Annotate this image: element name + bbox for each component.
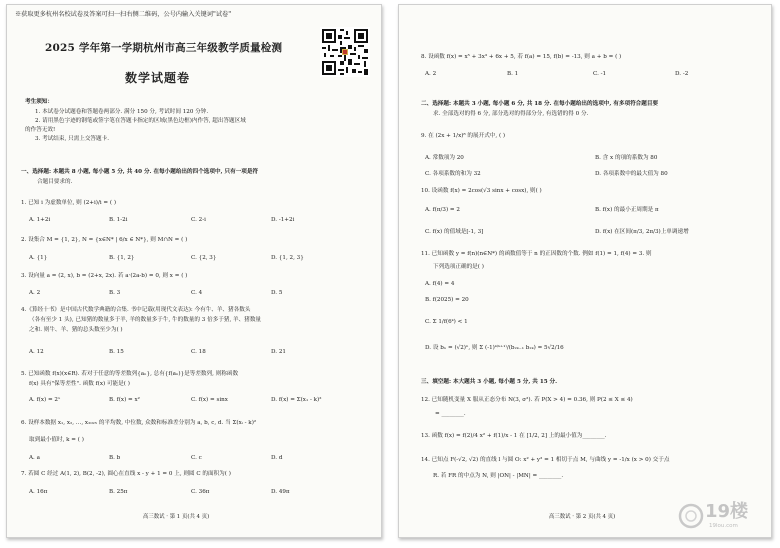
question-5: f(x) 具有"保等差性". 函数 f(x) 可能是( )	[29, 381, 130, 387]
option: C. 18	[191, 349, 206, 355]
top-note: ※获取更多杭州名校试卷及答案可扫一扫右侧二维码，公号内输入关键词"试卷"	[15, 11, 232, 18]
option: A. f(4) = 4	[425, 281, 455, 287]
watermark	[677, 501, 765, 533]
question-1: 1. 已知 i 为虚数单位, 则 (2+i)/i = ( )	[21, 200, 117, 206]
option: A. 常数项为 20	[425, 155, 464, 161]
option: B. f(2025) = 20	[425, 297, 469, 303]
qr-code-icon	[320, 27, 370, 77]
section-heading: 求. 全部选对的得 6 分, 部分选对的得部分分, 有选错的得 0 分.	[433, 111, 589, 117]
option: A. 2	[425, 71, 437, 77]
question-12: 12. 已知随机变量 X 服从正态分布 N(3, σ²). 若 P(X > 4) = 0.36, 则 P(2 ≤ X ≤ 4)	[421, 397, 633, 403]
option: A. 16π	[29, 489, 48, 495]
option: D. d	[271, 455, 283, 461]
option: A. f(x) = 2ˣ	[29, 397, 61, 403]
option: B. {1, 2}	[109, 255, 135, 261]
option: A. {1}	[29, 255, 48, 261]
option: B. 含 x 的项的系数为 80	[595, 155, 658, 161]
question-4: （各有至少 1 头), 已知猪的数量多于羊, 羊的数量多于牛, 牛的数量的 3 倍多于猪, 羊、猪数量	[29, 317, 262, 323]
question-14: 14. 已知点 F(-√2, √2) 的直线 l 与圆 O: x² + y² = 1 相切于点 M, 与曲线 y = -1/x (x > 0) 交于点	[421, 457, 670, 463]
option: A. 1+2i	[29, 217, 51, 223]
option: C. 2-i	[191, 217, 206, 223]
option: A. f(π/3) = 2	[425, 207, 460, 213]
section-heading: 合题目要求的.	[37, 179, 73, 185]
section-heading: 三、填空题: 本大题共 3 小题, 每小题 5 分, 共 15 分.	[421, 379, 558, 385]
notice-line: 3. 考试结束, 只需上交答题卡.	[35, 136, 109, 142]
option: B. 1	[507, 71, 519, 77]
option: C. f(x) = sinx	[191, 397, 228, 403]
question-14: R. 若 FR 的中点为 N, 则 |ON| - |MN| = ________.	[433, 473, 564, 479]
option: D. 5	[271, 290, 283, 296]
option: C. {2, 3}	[191, 255, 217, 261]
question-6: 取到最小值时, k = ( )	[29, 437, 84, 443]
watermark-text: 19楼	[705, 501, 749, 522]
exam-page-1	[6, 4, 382, 538]
option: B. 15	[109, 349, 124, 355]
option: B. f(x) 的最小正周期是 π	[595, 207, 659, 213]
question-13: 13. 函数 f(x) = f(2)/4 x² + f(1)/x - 1 在 [1/2, 2] 上的最小值为________.	[421, 433, 607, 439]
option: A. 12	[29, 349, 44, 355]
question-4: 之和. 则牛、羊、猪的总头数至少为( )	[29, 327, 123, 333]
page-footer: 高三数试 · 第 2 页(共 4 页)	[549, 514, 616, 520]
option: C. -1	[593, 71, 607, 77]
option: C. 各项系数的和为 32	[425, 171, 481, 177]
question-11: 11. 已知函数 y = f(n)(n∈N*) 的函数值等于 n 的正因数的个数. 例如 f(1) = 1, f(4) = 3. 则	[421, 251, 652, 257]
option: D. 21	[271, 349, 286, 355]
option: D. -1+2i	[271, 217, 295, 223]
question-10: 10. 设函数 f(x) = 2cos(√3 sinx + cosx), 则( )	[421, 188, 542, 194]
option: A. 2	[29, 290, 41, 296]
page-footer: 高三数试 · 第 1 页(共 4 页)	[143, 514, 210, 520]
watermark-url: 19lou.com	[709, 523, 738, 529]
notice-heading: 考生须知：	[25, 99, 53, 105]
option: B. f(x) = x²	[109, 397, 140, 403]
option: C. 4	[191, 290, 203, 296]
question-8: 8. 设函数 f(x) = x⁵ + 3x³ + 6x + 5, 若 f(a) = 15, f(b) = -13, 则 a + b = ( )	[421, 54, 622, 60]
option: A. a	[29, 455, 40, 461]
question-11: 下列选项正确的是( )	[433, 264, 484, 270]
question-3: 3. 设向量 a = (2, x), b = (2+x, 2x). 若 a·(2a-b) = 0, 则 x = ( )	[21, 273, 188, 279]
option: C. 36π	[191, 489, 210, 495]
option: B. 1-2i	[109, 217, 128, 223]
option: C. c	[191, 455, 202, 461]
question-2: 2. 设集合 M = {1, 2}, N = {x∈N* | 6/x ∈ N*}, 则 M∩N = ( )	[21, 237, 188, 243]
option: B. b	[109, 455, 121, 461]
question-4: 4.《算经十书》是中国古代数学典籍的合集. 书中记载(用现代文表达): 今有牛、羊、猪各数头	[21, 307, 251, 313]
notice-line: 1. 本试卷分试题卷和答题卷两部分. 满分 150 分, 考试时间 120 分钟.	[35, 109, 209, 115]
option: D. f(x) = Σ(x₁ - k)²	[271, 397, 322, 403]
option: D. 各项系数中的最大值为 80	[595, 171, 668, 177]
qr-code	[320, 27, 370, 77]
question-7: 7. 若圆 C 经过 A(1, 2), B(2, -2), 圆心在直线 x - y + 1 = 0 上, 则圆 C 的面积为( )	[21, 471, 231, 477]
exam-page-2	[398, 4, 772, 538]
option: C. f(x) 的值域是[-1, 3]	[425, 229, 484, 235]
option: B. 3	[109, 290, 121, 296]
option: C. Σ 1/f(6ᵏ) < 1	[425, 319, 468, 325]
section-heading: 一、选择题: 本题共 8 小题, 每小题 5 分, 共 40 分. 在每小题给出的四个选项中, 只有一项是符	[21, 169, 259, 175]
question-5: 5. 已知函数 f(x)(x∈R). 若对于任意的等差数列{aₙ}, 总有{f(aₙ)}是等差数列, 则称函数	[21, 371, 239, 377]
option: D. 设 bₙ = (√2)ⁿ, 则 Σ (-1)ᵏ⁽ᵏ⁺¹⁾/(b₂ₖ₋₁ b₂ₖ) = 5√2/16	[425, 345, 564, 351]
notice-line: 的作答无效!	[25, 127, 56, 133]
notice-line: 2. 请用黑色字迹的钢笔或签字笔在答题卡指定的区域(黑色边框)内作答, 超出答题区域	[35, 118, 246, 124]
option: B. 25π	[109, 489, 128, 495]
question-6: 6. 设样本数据 x₁, x₂, …, x₂₀₂₅ 的平均数, 中位数, 众数和标准差分别为 a, b, c, d. 当 Σ(xᵢ - k)²	[21, 420, 257, 426]
paper-subtitle: 数学试题卷	[125, 71, 191, 85]
question-9: 9. 在 (2x + 1/x)⁸ 的展开式中, ( )	[421, 133, 506, 139]
question-12: = ________.	[435, 411, 466, 417]
option: D. f(x) 在区间(π/3, 2π/3)上单调递增	[595, 229, 689, 235]
option: D. 49π	[271, 489, 290, 495]
exam-title: 2025 学年第一学期杭州市高三年级教学质量检测	[45, 42, 283, 54]
option: D. {1, 2, 3}	[271, 255, 304, 261]
option: D. -2	[675, 71, 689, 77]
section-heading: 二、选择题: 本题共 3 小题, 每小题 6 分, 共 18 分. 在每小题给出的选项中, 有多项符合题目要	[421, 101, 659, 107]
